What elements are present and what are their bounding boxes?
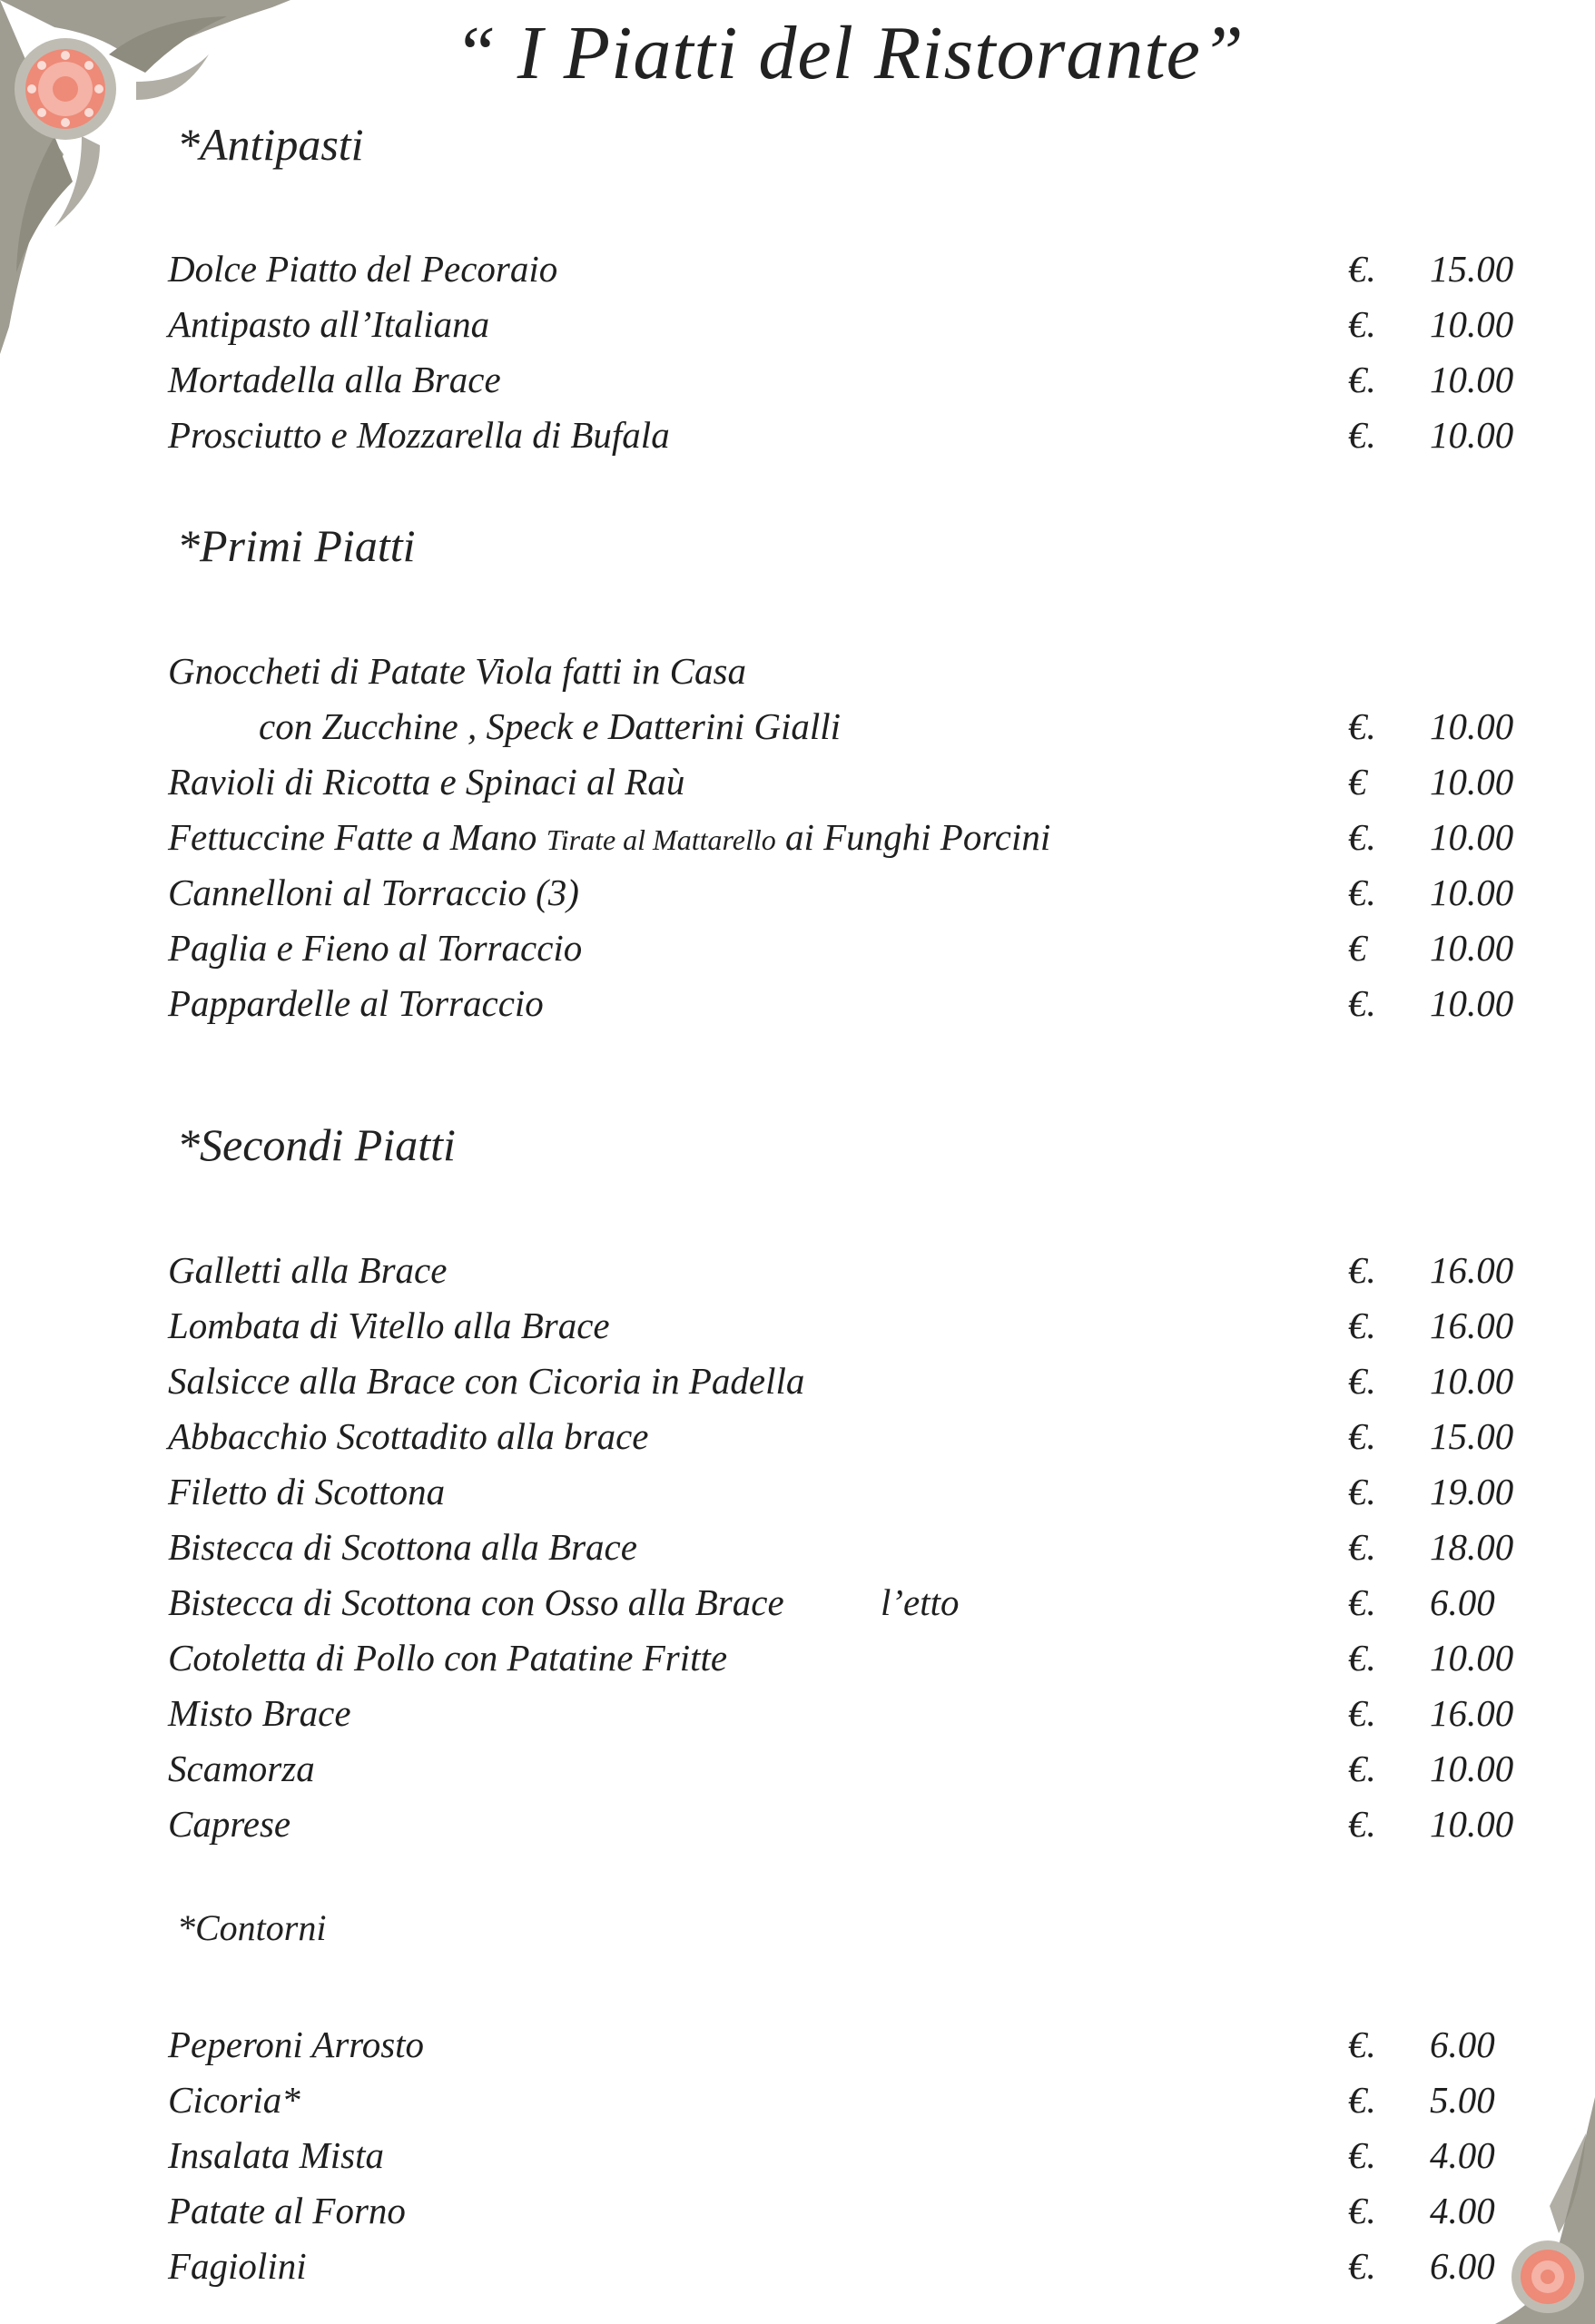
menu-item [168,1686,1575,1740]
item-price: 10.00 [1430,1637,1514,1679]
section-heading-antipasti: *Antipasti [177,119,364,170]
menu-item [168,865,1575,920]
item-price: 10.00 [1430,816,1514,858]
menu-item [168,644,1575,698]
menu-item [168,241,1575,296]
page-title: “ I Piatti del Ristorante” [454,11,1245,95]
item-currency: € [1348,761,1367,803]
menu-item [168,2183,1575,2238]
item-price: 19.00 [1430,1471,1514,1512]
item-price: 10.00 [1430,359,1514,400]
item-name: Lombata di Vitello alla Brace [168,1305,610,1346]
section-heading-secondi-piatti: *Secondi Piatti [177,1119,456,1170]
item-name: Insalata Mista [168,2134,385,2176]
section-heading-contorni: *Contorni [177,1907,327,1948]
item-name [168,810,1050,867]
menu-item [168,1298,1575,1353]
item-price: 10.00 [1430,927,1514,969]
item-currency: €. [1348,2079,1376,2121]
menu-item [168,921,1575,975]
item-price: 10.00 [1430,1360,1514,1402]
item-name: Caprese [168,1803,291,1845]
item-name: Scamorza [168,1748,315,1789]
item-currency: €. [1348,1748,1376,1789]
section-heading-primi-piatti: *Primi Piatti [177,520,416,571]
menu-item [168,1520,1575,1574]
item-name: Prosciutto e Mozzarella di Bufala [168,414,670,456]
item-currency: €. [1348,705,1376,747]
item-price: 10.00 [1430,414,1514,456]
item-price: 10.00 [1430,1803,1514,1845]
item-currency: €. [1348,1471,1376,1512]
item-price: 18.00 [1430,1526,1514,1568]
item-name: Ravioli di Ricotta e Spinaci al Raù [168,761,685,803]
item-name: Bistecca di Scottona alla Brace [168,1526,637,1568]
menu-item [168,2239,1575,2293]
item-currency: €. [1348,872,1376,913]
item-price: 5.00 [1430,2079,1495,2121]
item-price: 16.00 [1430,1305,1514,1346]
item-price: 6.00 [1430,2245,1495,2287]
item-name: Mortadella alla Brace [168,359,501,400]
item-name: Dolce Piatto del Pecoraio [168,248,558,290]
item-currency: €. [1348,816,1376,858]
item-name: Cicoria* [168,2079,300,2121]
item-name-part: Fettuccine Fatte a Mano [168,816,537,858]
item-name: Antipasto all’Italiana [168,303,490,345]
menu-item [168,1354,1575,1408]
item-name: Salsicce alla Brace con Cicoria in Padella [168,1360,805,1402]
item-name-part: ai Funghi Porcini [784,816,1051,858]
item-price: 16.00 [1430,1692,1514,1734]
item-name: Filetto di Scottona [168,1471,446,1512]
menu-item [168,352,1575,407]
item-currency: €. [1348,2245,1376,2287]
item-currency: €. [1348,2134,1376,2176]
item-name: Fagiolini [168,2245,307,2287]
item-currency: €. [1348,2024,1376,2065]
item-price: 10.00 [1430,1748,1514,1789]
menu-item [168,699,1575,753]
item-price: 10.00 [1430,872,1514,913]
menu-item [168,2073,1575,2127]
menu-item [168,408,1575,462]
menu-item [168,754,1575,809]
item-name: Galletti alla Brace [168,1249,448,1291]
item-currency: €. [1348,2190,1376,2231]
item-currency: €. [1348,1581,1376,1623]
item-currency: €. [1348,303,1376,345]
item-currency: €. [1348,1526,1376,1568]
item-currency: € [1348,927,1367,969]
menu-item [168,1797,1575,1851]
item-name: Misto Brace [168,1692,351,1734]
item-currency: €. [1348,1803,1376,1845]
item-price: 15.00 [1430,1415,1514,1457]
item-currency: €. [1348,1692,1376,1734]
item-price: 6.00 [1430,2024,1495,2065]
item-name: Cannelloni al Torraccio (3) [168,872,579,913]
menu-item [168,2128,1575,2182]
item-currency: €. [1348,982,1376,1024]
item-name: Pappardelle al Torraccio [168,982,544,1024]
item-name: Patate al Forno [168,2190,406,2231]
menu-item [168,1464,1575,1519]
item-price: 10.00 [1430,303,1514,345]
menu-item [168,976,1575,1030]
menu-item [168,810,1575,864]
menu-item [168,1575,1575,1630]
item-currency: €. [1348,1637,1376,1679]
item-name: Gnoccheti di Patate Viola fatti in Casa [168,650,746,692]
item-name: Paglia e Fieno al Torraccio [168,927,583,969]
menu-item [168,1243,1575,1297]
item-currency: €. [1348,1249,1376,1291]
item-price: 4.00 [1430,2134,1495,2176]
item-currency: €. [1348,1360,1376,1402]
item-name: Bistecca di Scottona con Osso alla Brace [168,1581,784,1623]
item-name-detail: Tirate al Mattarello [546,823,776,856]
menu-item [168,2017,1575,2072]
item-currency: €. [1348,359,1376,400]
item-name: Cotoletta di Pollo con Patatine Fritte [168,1637,728,1679]
item-price: 4.00 [1430,2190,1495,2231]
item-currency: €. [1348,1305,1376,1346]
item-currency: €. [1348,414,1376,456]
item-price: 15.00 [1430,248,1514,290]
item-price: 10.00 [1430,705,1514,747]
item-price: 6.00 [1430,1581,1495,1623]
menu-item [168,297,1575,351]
menu-item [168,1630,1575,1685]
item-price: 10.00 [1430,761,1514,803]
item-name: Peperoni Arrosto [168,2024,425,2065]
item-name: Abbacchio Scottadito alla brace [168,1415,649,1457]
item-unit-note: l’etto [881,1581,960,1623]
item-currency: €. [1348,248,1376,290]
item-currency: €. [1348,1415,1376,1457]
menu-item [168,1409,1575,1463]
item-price: 16.00 [1430,1249,1514,1291]
item-name: con Zucchine , Speck e Datterini Gialli [259,705,842,747]
item-price: 10.00 [1430,982,1514,1024]
menu-item [168,1741,1575,1796]
